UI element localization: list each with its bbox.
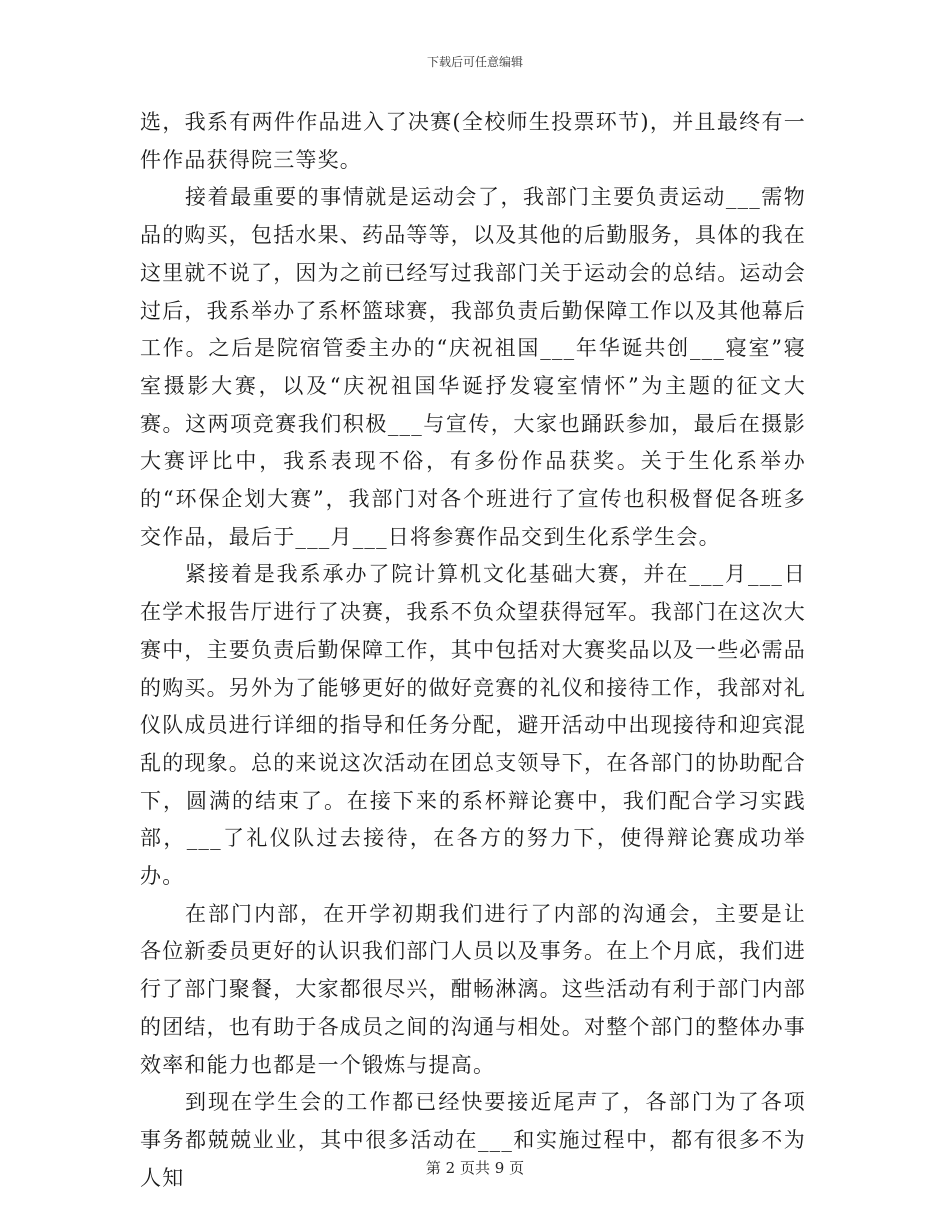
paragraph-5: 到现在学生会的工作都已经快要接近尾声了，各部门为了各项事务都兢兢业业，其中很多活动在___和实施过程中，都有很多不为人知: [140, 1090, 806, 1190]
page-number: 第 2 页共 9 页: [425, 1159, 525, 1177]
paragraph-4: 在部门内部，在开学初期我们进行了内部的沟通会，主要是让各位新委员更好的认识我们部门人员以及事务。在上个月底，我们进行了部门聚餐，大家都很尽兴，酣畅淋漓。这些活动有利于部门内部的团结，也有助于各成员之间的沟通与相处。对整个部门的整体办事效率和能力也都是一个锻炼与提高。: [140, 901, 806, 1077]
page-header: 下载后可任意编辑: [426, 55, 523, 69]
paragraph-1: 选，我系有两件作品进入了决赛(全校师生投票环节)，并且最终有一件作品获得院三等奖。: [140, 110, 806, 172]
paragraph-3: 紧接着是我系承办了院计算机文化基础大赛，并在___月___日在学术报告厅进行了决赛，我系不负众望获得冠军。我部门在这次大赛中，主要负责后勤保障工作，其中包括对大赛奖品以及一些必需品的购买。另外为了能够更好的做好竞赛的礼仪和接待工作，我部对礼仪队成员进行详细的指导和任务分配，避开活动中出现接待和迎宾混乱的现象。总的来说这次活动在团总支领导下，在各部门的协助配合下，圆满的结束了。在接下来的系杯辩论赛中，我们配合学习实践部，___了礼仪队过去接待，在各方的努力下，使得辩论赛成功举办。: [140, 562, 806, 889]
paragraph-2: 接着最重要的事情就是运动会了，我部门主要负责运动___需物品的购买，包括水果、药品等等，以及其他的后勤服务，具体的我在这里就不说了，因为之前已经写过我部门关于运动会的总结。运动会过后，我系举办了系杯篮球赛，我部负责后勤保障工作以及其他幕后工作。之后是院宿管委主办的“庆祝祖国___年华诞共创___寝室”寝室摄影大赛，以及“庆祝祖国华诞抒发寝室情怀”为主题的征文大赛。这两项竞赛我们积极___与宣传，大家也踊跃参加，最后在摄影大赛评比中，我系表现不俗，有多份作品获奖。关于生化系举办的“环保企划大赛”，我部门对各个班进行了宣传也积极督促各班多交作品，最后于___月___日将参赛作品交到生化系学生会。: [140, 185, 806, 549]
document-body: [140, 104, 806, 1197]
